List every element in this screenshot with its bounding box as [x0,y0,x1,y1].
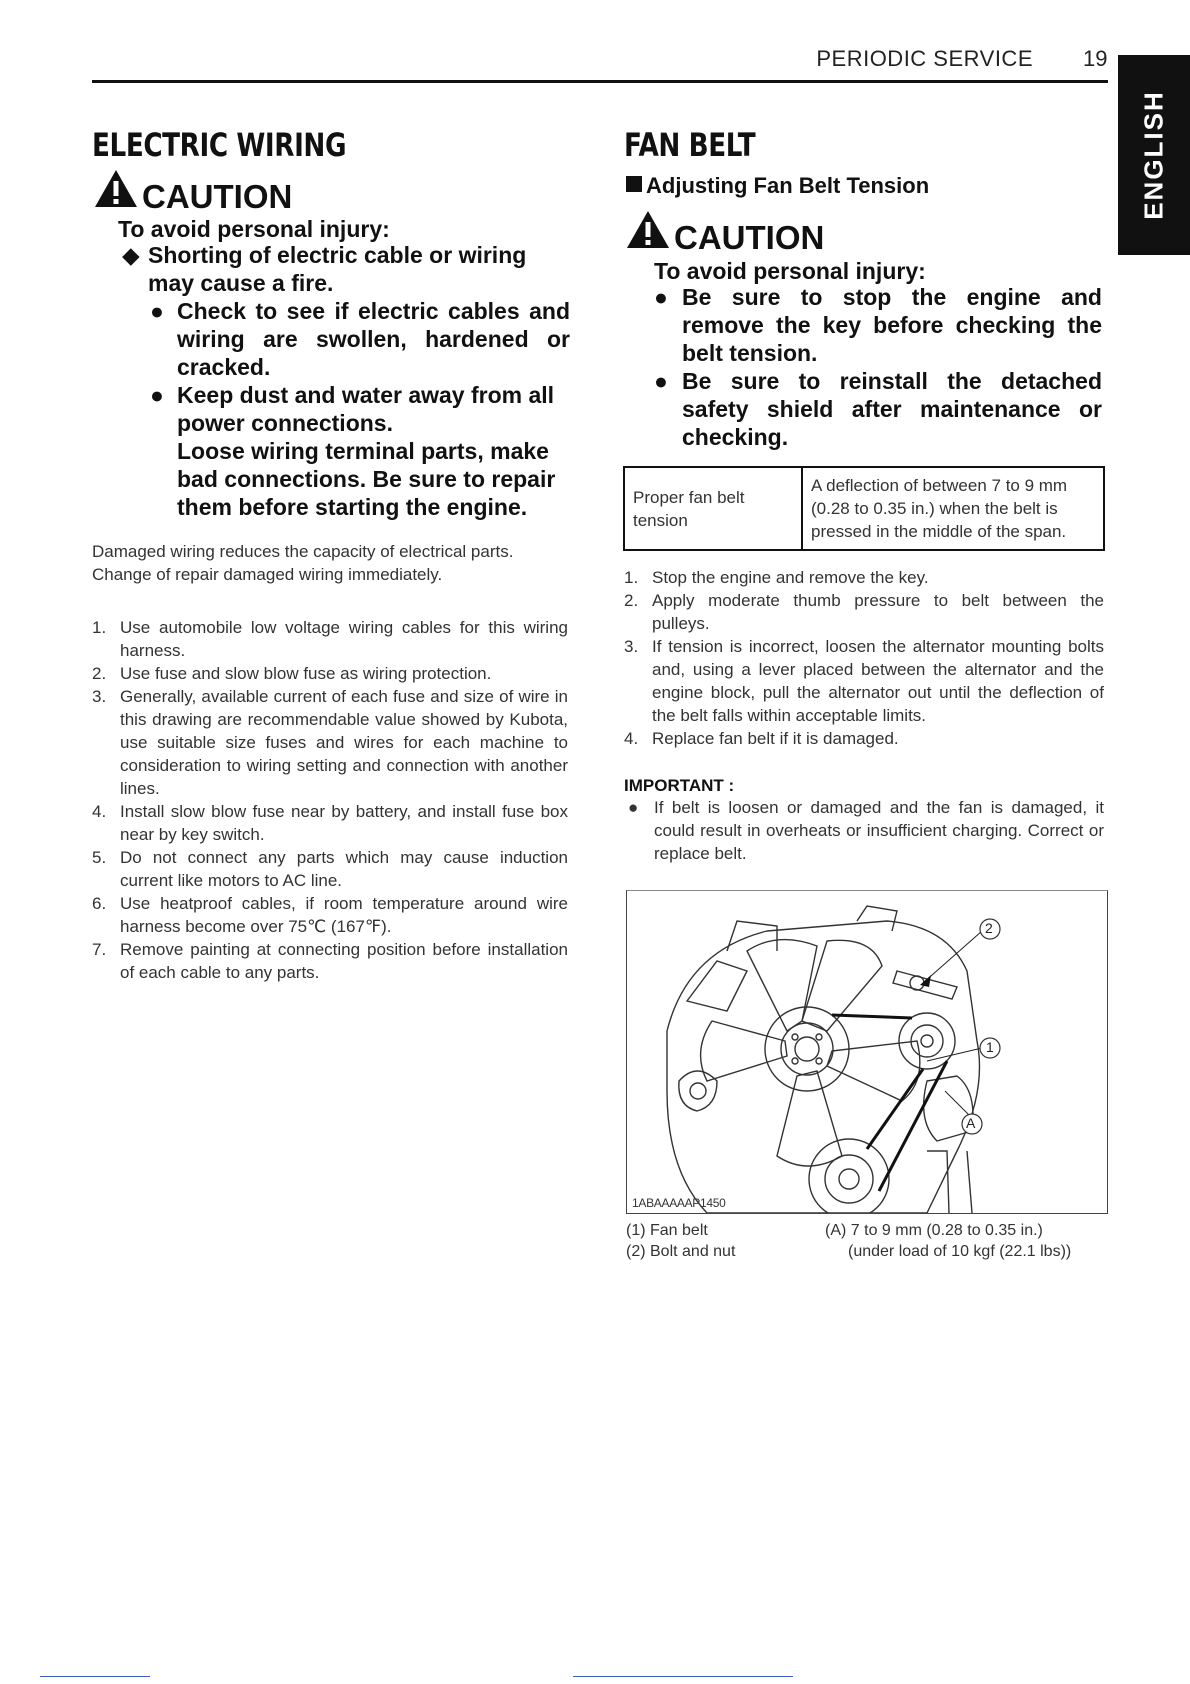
important-note [628,796,1104,865]
important-label: IMPORTANT : [624,776,735,795]
step-number: 5. [92,848,107,867]
list-item [92,662,568,685]
dot-bullet-icon: ● [654,368,668,394]
caution-bullet [654,283,1102,367]
step-text: If tension is incorrect, loosen the alternator mounting bolts and, using a lever placed between the alternator and the engine block, pull the alternator out until the deflection of the belt falls within acceptable limits. [652,637,1104,725]
subhead-text: Adjusting Fan Belt Tension [646,173,930,198]
warning-triangle-icon [626,209,670,249]
list-item [92,846,568,892]
caution-bullet [122,297,570,381]
step-number: 4. [92,802,107,821]
step-text: Use automobile low voltage wiring cables for this wiring harness. [120,618,568,660]
list-item [624,566,1104,589]
caution-bullet-text: Check to see if electric cables and wiring are swollen, hardened or cracked. [177,298,570,380]
language-tab-label: ENGLISH [1138,90,1169,220]
dot-bullet-icon: ● [150,382,164,408]
step-number: 7. [92,940,107,959]
callout-a: A [966,1115,976,1131]
step-number: 4. [624,729,639,748]
left-caution-intro: To avoid personal injury: [118,216,390,242]
caution-bullet-text: Be sure to stop the engine and remove the key before checking the belt tension. [682,284,1102,366]
callout-1: 1 [986,1039,994,1055]
list-item [92,938,568,984]
step-text: Generally, available current of each fuse and size of wire in this drawing are recommendable value showed by Kubota, use suitable size fuses and wires for each machine to consideration to wiring setting and connection with another lines. [120,687,568,798]
legend-item-1: (1) Fan belt [626,1222,708,1239]
footer-link-underline[interactable] [573,1676,793,1677]
step-text: Install slow blow fuse near by battery, and install fuse box near by key switch. [120,802,568,844]
step-number: 2. [92,664,107,683]
list-item [92,685,568,800]
right-caution-body [654,283,1102,451]
engine-illustration [627,891,1107,1213]
diamond-item [122,241,570,297]
right-caution-intro: To avoid personal injury: [654,258,926,284]
dot-bullet-icon: ● [654,284,668,310]
left-caution-body [122,241,570,521]
fan-belt-engine-figure [626,890,1108,1214]
intro-line: Change of repair damaged wiring immediately. [92,565,443,584]
list-item [92,800,568,846]
step-text: Apply moderate thumb pressure to belt between the pulleys. [652,591,1104,633]
step-number: 2. [624,591,639,610]
fan-belt-subhead [626,173,929,199]
left-caution-word: CAUTION [142,178,293,215]
caution-bullet-text: Loose wiring terminal parts, make bad connections. Be sure to repair them before starting the engine. [177,438,556,520]
spec-value-cell: A deflection of between 7 to 9 mm (0.28 to 0.35 in.) when the belt is pressed in the middle of the span. [802,467,1104,550]
step-number: 3. [624,637,639,656]
step-text: Do not connect any parts which may cause induction current like motors to AC line. [120,848,568,890]
legend-item-a-note: (under load of 10 kgf (22.1 lbs)) [848,1243,1072,1260]
step-text: Replace fan belt if it is damaged. [652,729,899,748]
callout-2: 2 [985,920,993,936]
square-bullet-icon [626,176,642,192]
figure-id: 1ABAAAAAP1450 [632,1196,726,1210]
warning-triangle-icon [94,168,138,208]
list-item [92,616,568,662]
electric-wiring-title: ELECTRIC WIRING [92,126,347,164]
legend-item-a: (A) 7 to 9 mm (0.28 to 0.35 in.) [825,1222,1043,1239]
left-intro-paragraph [92,540,572,586]
list-item [624,727,1104,750]
dot-bullet-icon: ● [628,798,639,817]
page-number: 19 [1083,46,1108,71]
intro-line: Damaged wiring reduces the capacity of electrical parts. [92,542,514,561]
step-text: Stop the engine and remove the key. [652,568,929,587]
language-tab [1118,55,1190,255]
step-number: 6. [92,894,107,913]
spec-label-cell: Proper fan belt tension [624,467,802,550]
table-row [624,467,1104,550]
step-text: Use heatproof cables, if room temperature around wire harness become over 75℃ (167℉). [120,894,568,936]
header-rule [92,80,1108,83]
caution-bullet-text: Be sure to reinstall the detached safety shield after maintenance or checking. [682,368,1102,450]
step-text: Use fuse and slow blow fuse as wiring protection. [120,664,492,683]
step-number: 1. [92,618,107,637]
caution-bullet [654,367,1102,451]
diamond-bullet-icon: ◆ [122,242,140,268]
list-item [92,892,568,938]
step-number: 1. [624,568,639,587]
right-caution-word: CAUTION [674,219,825,256]
step-text: Remove painting at connecting position before installation of each cable to any parts. [120,940,568,982]
wiring-steps-list [92,616,568,984]
dot-bullet-icon: ● [150,298,164,324]
fan-belt-steps-list [624,566,1104,750]
caution-bullet [122,381,570,521]
diamond-item-text: Shorting of electric cable or wiring may cause a fire. [148,242,527,296]
caution-bullet-text: Keep dust and water away from all power connections. [177,382,555,436]
footer-link-underline[interactable] [40,1676,150,1677]
important-text: If belt is loosen or damaged and the fan is damaged, it could result in overheats or insufficient charging. Correct or replace belt. [654,798,1104,863]
running-header-title: PERIODIC SERVICE [816,46,1033,71]
legend-item-2: (2) Bolt and nut [626,1243,736,1260]
step-number: 3. [92,687,107,706]
list-item [624,589,1104,635]
fan-belt-title: FAN BELT [624,126,756,164]
list-item [624,635,1104,727]
belt-tension-spec-table [623,466,1105,551]
